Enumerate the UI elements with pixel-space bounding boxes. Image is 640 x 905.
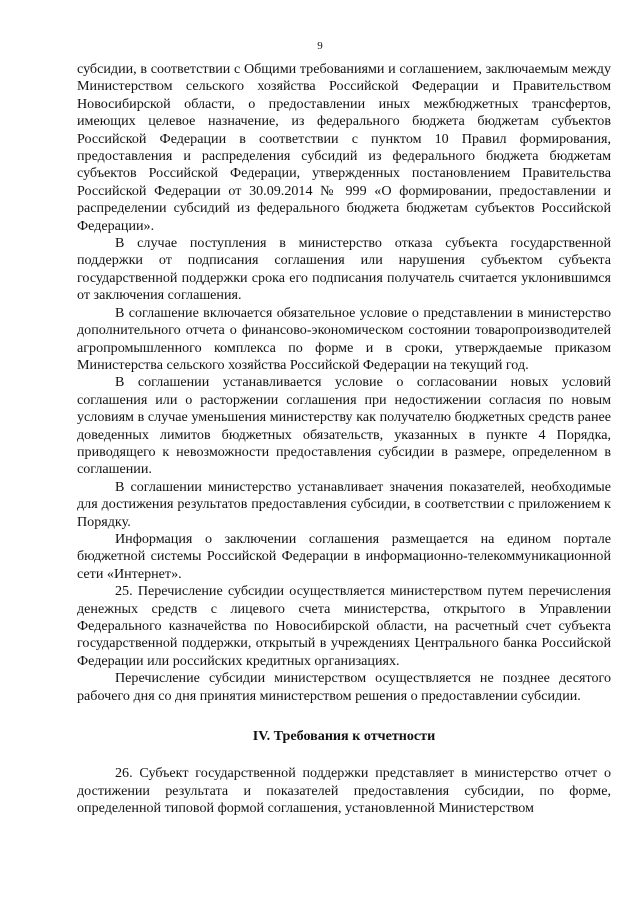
document-body <box>77 61 611 818</box>
paragraph: В соглашении министерство устанавливает значения показателей, необходимые для достижения результатов предоставления субсидии, в соответствии с приложением к Порядку. <box>77 478 611 530</box>
paragraph: Информация о заключении соглашения размещается на едином портале бюджетной системы Российской Федерации в информационно-телекоммуникационной сети «Интернет». <box>77 530 611 582</box>
paragraph: Перечисление субсидии министерством осуществляется не позднее десятого рабочего дня со дня принятия министерством решения о предоставлении субсидии. <box>77 670 611 704</box>
paragraphs-after-section <box>77 765 611 817</box>
paragraphs-before-section <box>77 61 611 705</box>
paragraph: 26. Субъект государственной поддержки представляет в министерство отчет о достижении результата и показателей предоставления субсидии, по форме, определенной типовой формой соглашения, установленной Министерством <box>77 765 611 817</box>
paragraph: субсидии, в соответствии с Общими требованиями и соглашением, заключаемым между Министерством сельского хозяйства Российской Федерации и Правительством Новосибирской области, о предоставлении иных межбюджетных трансфертов, имеющих целевое назначение, из федерального бюджета бюджетам субъектов Российской Федерации в соответствии с пунктом 10 Правил формирования, предоставления и распределения субсидий из федерального бюджета бюджетам субъектов Российской Федерации, утвержденных постановлением Правительства Российской Федерации от 30.09.2014 № 999 «О формировании, предоставлении и распределении субсидий из федерального бюджета бюджетам субъектов Российской Федерации». <box>77 61 611 234</box>
page-number: 9 <box>317 40 323 52</box>
paragraph: В соглашение включается обязательное условие о представлении в министерство дополнительного отчета о финансово-экономическом состоянии товаропроизводителей агропромышленного комплекса по форме и в сроки, утверждаемые приказом Министерства сельского хозяйства Российской Федерации на текущий год. <box>77 304 611 373</box>
paragraph: В соглашении устанавливается условие о согласовании новых условий соглашения или о расторжении соглашения при недостижении согласия по новым условиям в случае уменьшения министерству как получателю бюджетных средств ранее доведенных лимитов бюджетных обязательств, указанных в пункте 4 Порядка, приводящего к невозможности предоставления субсидии в размере, определенном в соглашении. <box>77 374 611 478</box>
paragraph: В случае поступления в министерство отказа субъекта государственной поддержки от подписания соглашения или нарушения субъектом субъекта государственной поддержки срока его подписания получатель считается уклонившимся от заключения соглашения. <box>77 235 611 304</box>
section-heading: IV. Требования к отчетности <box>252 728 436 745</box>
paragraph: 25. Перечисление субсидии осуществляется министерством путем перечисления денежных средств с лицевого счета министерства, открытого в Управлении Федерального казначейства по Новосибирской области, на расчетный счет субъекта государственной поддержки, открытый в учреждениях Центрального банка Российской Федерации или российских кредитных организациях. <box>77 583 611 669</box>
